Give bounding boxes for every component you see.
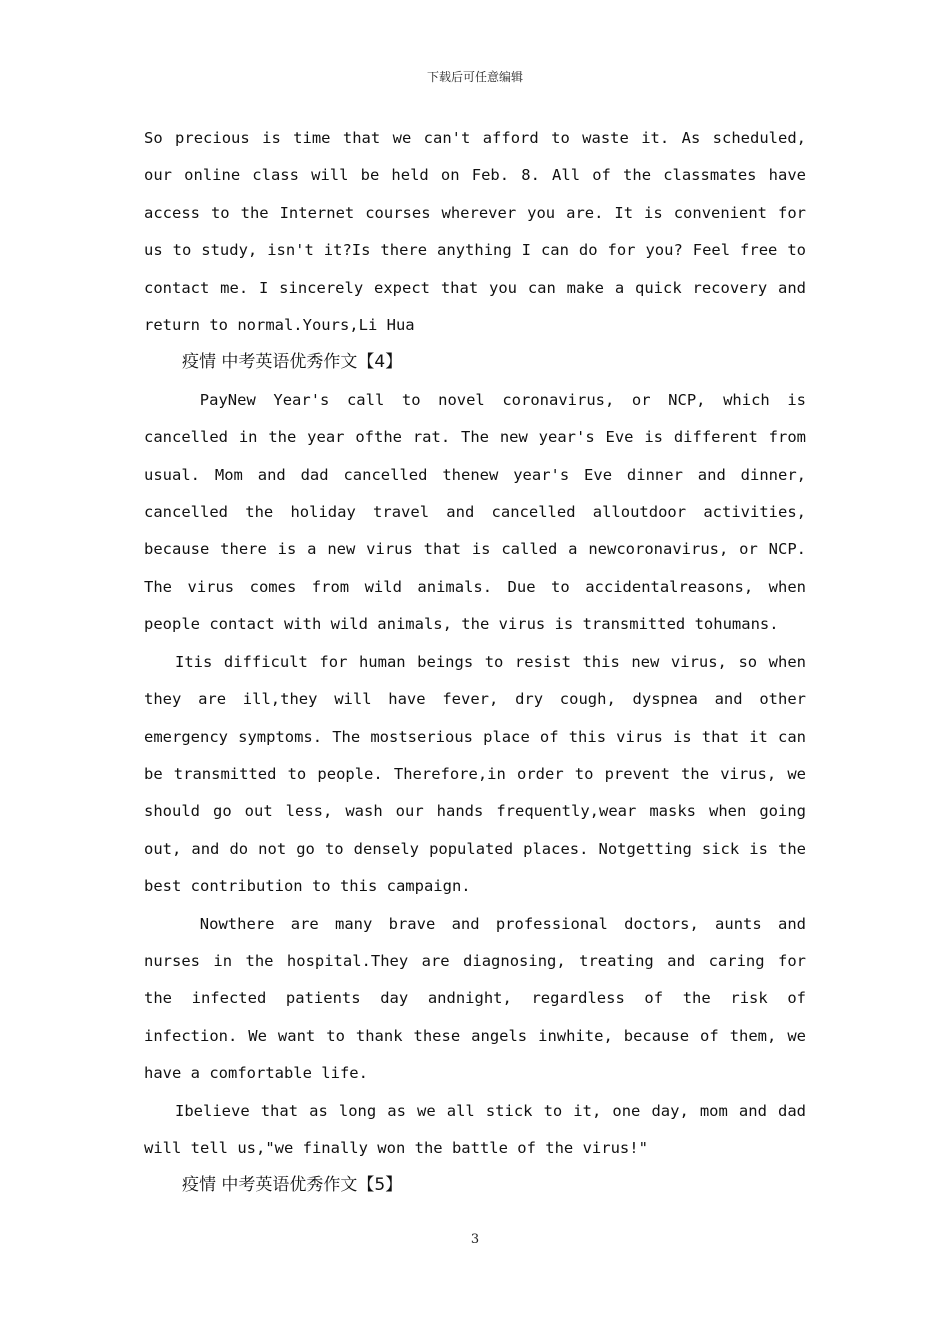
paragraph-symptoms: Itis difficult for human beings to resist this new virus, so when they are ill,they will have fever, dry cough, dyspnea and other emergency symptoms. The mostserious place of this virus is that it can be transmitted to people. Therefore,in order to prevent the virus, we should go out less, wash our hands frequently,wear masks when going out, and do not go to densely populated places. Notgetting sick is the best contribution to this campaign. [144,652,806,896]
page-header: 下载后可任意编辑 [426,70,523,84]
essay-heading-5: 疫情 中考英语优秀作文【5】 [182,1175,403,1196]
page-number: 3 [470,1232,480,1247]
paragraph-closing-letter: So precious is time that we can't afford to waste it. As scheduled, our online class will be held on Feb. 8. All of the classmates have access to the Internet courses wherever you are. It is convenient for us to study, isn't it?Is there anything I can do for you? Feel free to contact me. I sincerely expect that you can make a quick recovery and return to normal.Yours,Li Hua [144,129,806,335]
paragraph-doctors: Nowthere are many brave and professional doctors, aunts and nurses in the hospital.They are diagnosing, treating and caring for the infected patients day andnight, regardless of the risk of infection. We want to thank these angels inwhite, because of them, we have a comfortable life. [144,914,806,1083]
paragraph-conclusion: Ibelieve that as long as we all stick to it, one day, mom and dad will tell us,"we finally won the battle of the virus!" [144,1101,806,1157]
paragraph-intro: PayNew Year's call to novel coronavirus, or NCP, which is cancelled in the year ofthe rat. The new year's Eve is different from usual. Mom and dad cancelled thenew year's Eve dinner and dinner, cancelled the holiday travel and cancelled alloutdoor activities, because there is a new virus that is called a newcoronavirus, or NCP. The virus comes from wild animals. Due to accidentalreasons, when people contact with wild animals, the virus is transmitted tohumans. [144,390,806,634]
essay-heading-4: 疫情 中考英语优秀作文【4】 [182,352,403,373]
document-body [144,120,806,1205]
